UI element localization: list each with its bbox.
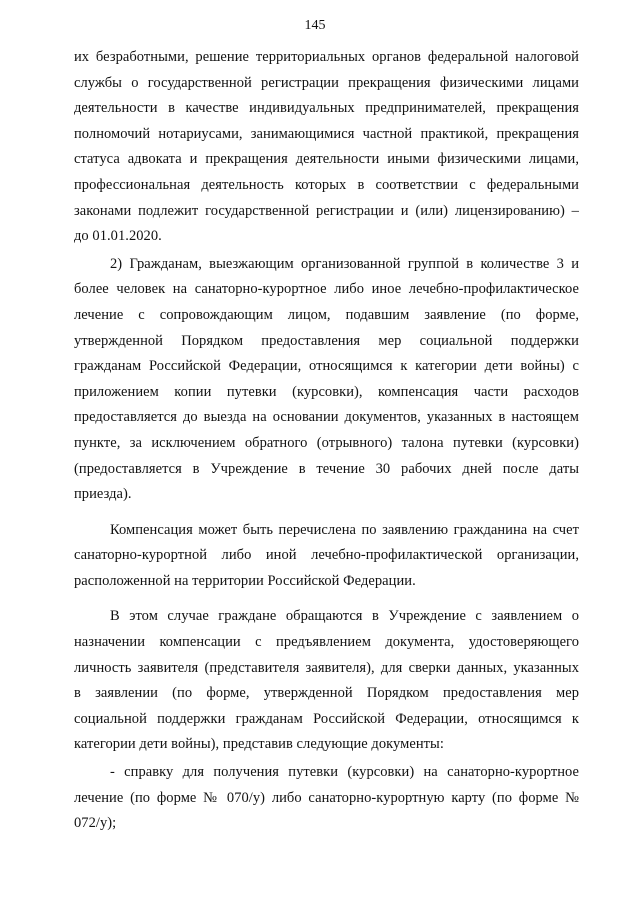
document-body — [74, 45, 579, 837]
text-line: назначении компенсации с предъявлением документа, удостоверяющего — [74, 634, 579, 651]
text-line: приезда). — [74, 486, 132, 503]
text-line: законами подлежит государственной регистрации и (или) лицензированию) – — [74, 202, 579, 219]
text-line: 072/у); — [74, 815, 117, 832]
paragraph-2 — [74, 252, 579, 508]
text-line: (предоставляется в Учреждение в течение 30 рабочих дней после даты — [74, 460, 579, 477]
text-line: утвержденной Порядком предоставления мер социальной поддержки — [74, 332, 579, 349]
text-line: категории дети войны), представив следующие документы: — [74, 736, 444, 753]
text-line: санаторно-курортной либо иной лечебно-профилактической организации, — [74, 547, 579, 564]
text-line: службы о государственной регистрации прекращения физическими лицами — [74, 74, 579, 91]
text-line: профессиональная деятельность которых в соответствии с федеральными — [74, 176, 579, 193]
paragraph-4 — [74, 604, 579, 758]
text-line: их безработными, решение территориальных органов федеральной налоговой — [74, 49, 579, 65]
text-line: 2) Гражданам, выезжающим организованной группой в количестве 3 и — [110, 255, 579, 272]
paragraph-1 — [74, 45, 579, 250]
text-line: до 01.01.2020. — [74, 228, 162, 245]
text-line: в заявлении (по форме, утвержденной Порядком предоставления мер — [74, 685, 579, 702]
text-line: более человек на санаторно-курортное либо иное лечебно-профилактическое — [74, 281, 579, 298]
text-line: полномочий нотариусами, занимающимися частной практикой, прекращения — [74, 125, 579, 142]
text-line: статуса адвоката и прекращения деятельности иными физическими лицами, — [74, 151, 579, 168]
text-line: расположенной на территории Российской Федерации. — [74, 572, 416, 589]
text-line: - справку для получения путевки (курсовки) на санаторно-курортное — [110, 764, 579, 781]
text-line: гражданам Российской Федерации, относящимся к категории дети войны) с — [74, 358, 579, 375]
text-line: деятельности в качестве индивидуальных предпринимателей, прекращения — [74, 100, 579, 117]
paragraph-3 — [74, 518, 579, 595]
text-line: личность заявителя (представителя заявителя), для сверки данных, указанных — [74, 659, 579, 676]
text-line: лечение с сопровождающим лицом, подавшим заявление (по форме, — [74, 306, 579, 323]
text-line: предоставляется до выезда на основании документов, указанных в настоящем — [74, 409, 579, 426]
text-line: Компенсация может быть перечислена по заявлению гражданина на счет — [110, 521, 579, 538]
text-line: В этом случае граждане обращаются в Учреждение с заявлением о — [110, 608, 579, 625]
text-line: пункте, за исключением обратного (отрывного) талона путевки (курсовки) — [74, 434, 579, 451]
text-line: приложением копии путевки (курсовки), компенсация части расходов — [74, 383, 579, 400]
paragraph-5 — [74, 760, 579, 837]
text-line: лечение (по форме № 070/у) либо санаторно-курортную карту (по форме № — [74, 789, 579, 806]
page-number: 145 — [304, 18, 326, 33]
text-line: социальной поддержки гражданам Российской Федерации, относящимся к — [74, 710, 579, 727]
